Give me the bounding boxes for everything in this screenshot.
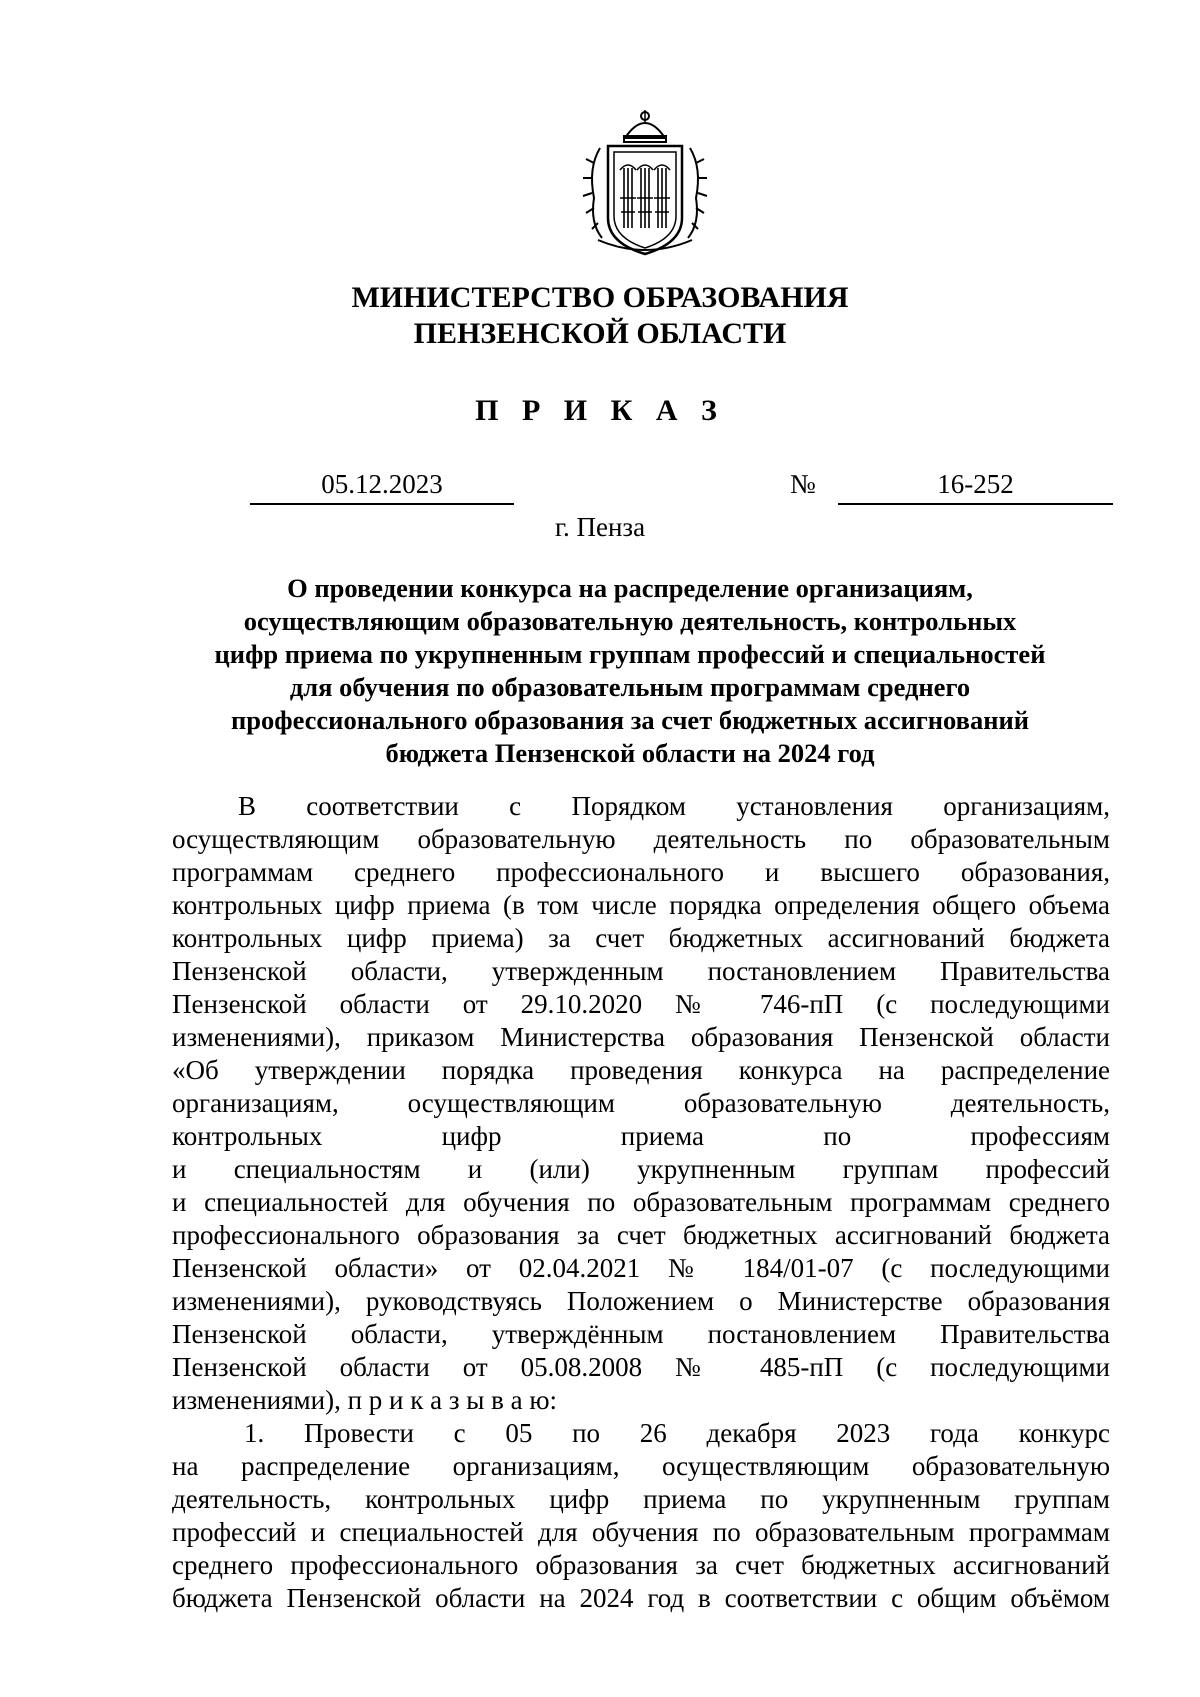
body-line: Пензенской области» от 02.04.2021 № 184/01-07 (с последующими: [172, 1253, 1110, 1283]
body-line: В соответствии с Порядком установления организациям,: [238, 791, 1110, 821]
body-line: деятельность, контрольных цифр приема по укрупненным группам: [172, 1484, 1110, 1514]
body-line: Пензенской области от 29.10.2020 № 746-пП (с последующими: [172, 989, 1110, 1019]
body-line: среднего профессионального образования за счет бюджетных ассигнований: [172, 1550, 1110, 1580]
order-date: 05.12.2023: [250, 465, 514, 505]
body-line: изменениями), п р и к а з ы в а ю:: [172, 1385, 558, 1415]
body-line: и специальностей для обучения по образовательным программам среднего: [172, 1187, 1110, 1217]
document-type-title: П Р И К А З: [475, 394, 725, 427]
subject-line: для обучения по образовательным программам среднего: [289, 672, 971, 702]
body-line: организациям, осуществляющим образовательную деятельность,: [172, 1088, 1110, 1118]
body-line: 1. Провести с 05 по 26 декабря 2023 года конкурс: [244, 1418, 1110, 1448]
subject-line: цифр приема по укрупненным группам профессий и специальностей: [214, 639, 1046, 669]
subject-line: осуществляющим образовательную деятельность, контрольных: [243, 606, 1017, 636]
order-number: 16-252: [838, 465, 1113, 505]
city-of-issue: г. Пенза: [554, 512, 646, 542]
body-line: бюджета Пензенской области на 2024 год в соответствии с общим объёмом: [172, 1583, 1110, 1613]
body-line: контрольных цифр приема по профессиям: [172, 1121, 1110, 1151]
body-line: контрольных цифр приема (в том числе порядка определения общего объема: [172, 890, 1110, 920]
coat-of-arms-emblem: [580, 108, 710, 260]
body-line: изменениями), приказом Министерства образования Пензенской области: [172, 1022, 1110, 1052]
body-line: профессий и специальностей для обучения по образовательным программам: [172, 1517, 1110, 1547]
body-line: Пензенской области от 05.08.2008 № 485-пП (с последующими: [172, 1352, 1110, 1382]
body-line: осуществляющим образовательную деятельность по образовательным: [172, 824, 1110, 854]
subject-line: бюджета Пензенской области на 2024 год: [385, 738, 875, 768]
body-line: Пензенской области, утвержденным постановлением Правительства: [172, 956, 1110, 986]
ministry-name-line2: ПЕНЗЕНСКОЙ ОБЛАСТИ: [413, 317, 787, 350]
body-line: контрольных цифр приема) за счет бюджетных ассигнований бюджета: [172, 923, 1110, 953]
body-line: профессионального образования за счет бюджетных ассигнований бюджета: [172, 1220, 1110, 1250]
body-line: Пензенской области, утверждённым постановлением Правительства: [172, 1319, 1110, 1349]
order-subject: [190, 572, 1070, 770]
number-sign: №: [790, 469, 816, 499]
order-body-text: [172, 790, 1110, 1615]
body-line: программам среднего профессионального и высшего образования,: [172, 857, 1110, 887]
subject-line: профессионального образования за счет бюджетных ассигнований: [230, 705, 1030, 735]
body-line: и специальностям и (или) укрупненным группам профессий: [172, 1154, 1110, 1184]
body-line: «Об утверждении порядка проведения конкурса на распределение: [172, 1055, 1110, 1085]
body-line: на распределение организациям, осуществляющим образовательную: [172, 1451, 1110, 1481]
subject-line: О проведении конкурса на распределение организациям,: [287, 573, 973, 603]
ministry-name-line1: МИНИСТЕРСТВО ОБРАЗОВАНИЯ: [351, 281, 849, 314]
body-line: изменениями), руководствуясь Положением о Министерстве образования: [172, 1286, 1110, 1316]
